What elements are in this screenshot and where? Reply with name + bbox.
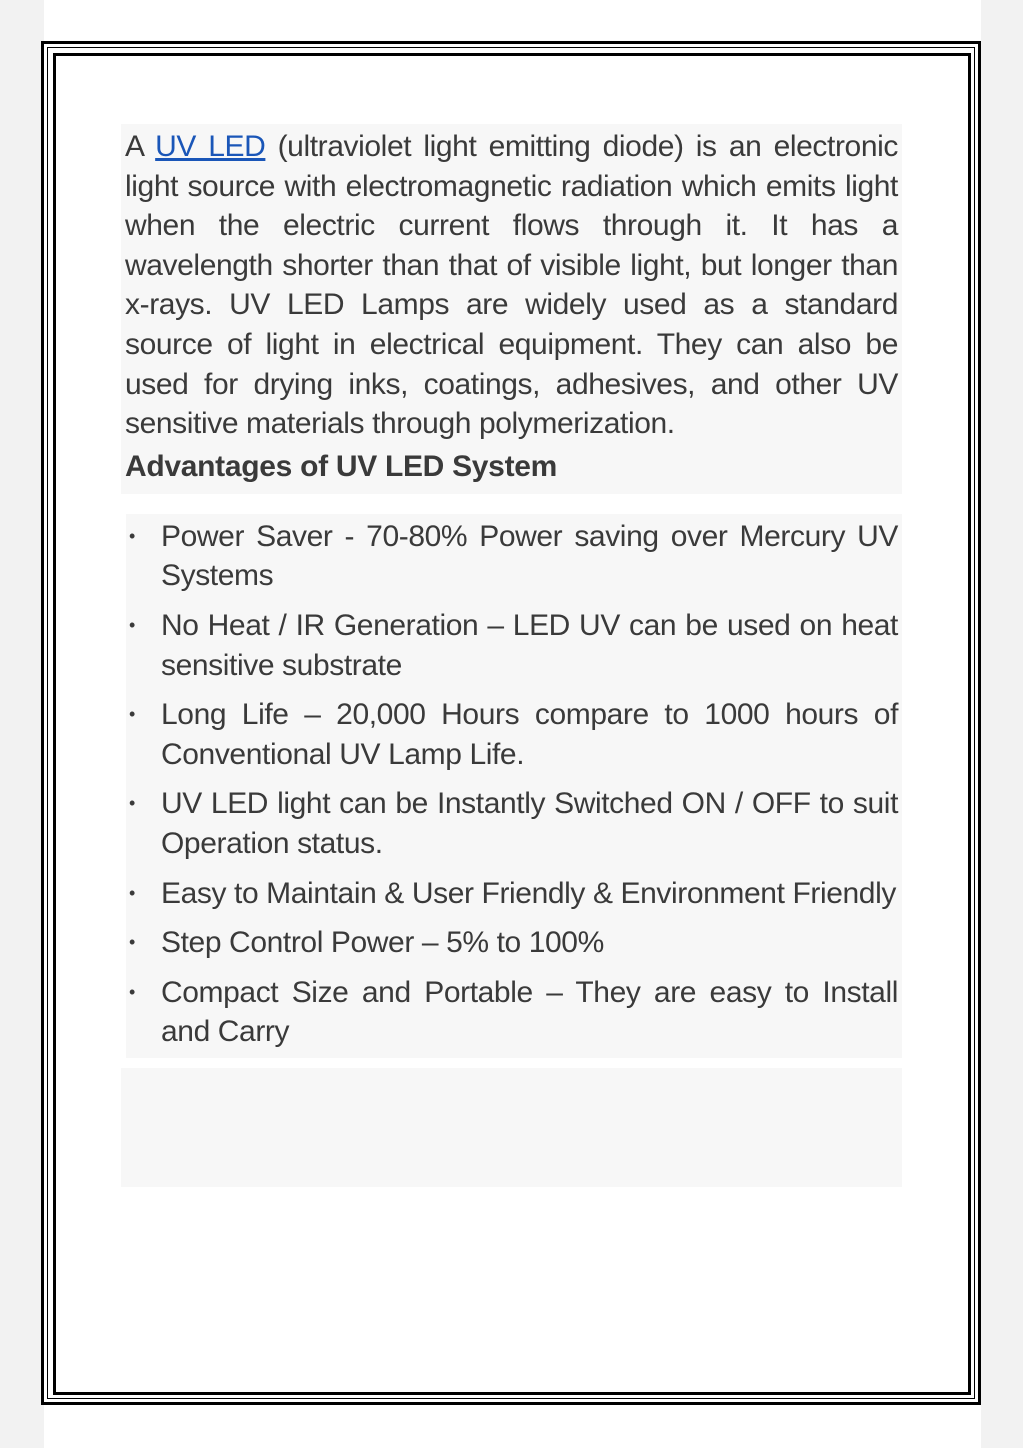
bullet-icon: •	[129, 932, 135, 953]
advantages-heading: Advantages of UV LED System	[125, 449, 558, 483]
bullet-icon: •	[129, 525, 135, 546]
list-item	[126, 517, 902, 596]
list-item	[126, 973, 902, 1052]
list-item	[126, 695, 902, 774]
blank-panel	[121, 1068, 902, 1187]
intro-text: (ultraviolet light emitting diode) is an electronic light source with electromagnetic radiation which emits light when the electric current flows through it. It has a wavelength shorter than that of visible light, but longer than x-rays. UV LED Lamps are widely used as a standard source of light in electrical equipment. They can also be used for drying inks, coatings, adhesives, and other UV sensitive materials through polymerization.	[125, 130, 898, 441]
document-content	[121, 124, 902, 1187]
list-item	[126, 784, 902, 863]
bullet-icon: •	[129, 793, 135, 814]
list-item	[126, 606, 902, 685]
bullet-icon: •	[129, 981, 135, 1002]
list-item	[126, 874, 902, 914]
intro-prefix: A	[125, 130, 156, 163]
intro-section	[121, 124, 902, 494]
advantage-text: Step Control Power – 5% to 100%	[161, 926, 604, 960]
intro-paragraph	[125, 127, 898, 444]
advantage-text: No Heat / IR Generation – LED UV can be used on heat sensitive substrate	[161, 608, 898, 682]
bullet-icon: •	[129, 704, 135, 725]
advantage-text: UV LED light can be Instantly Switched ON / OFF to suit Operation status.	[161, 787, 898, 860]
advantage-text: Easy to Maintain & User Friendly & Environment Friendly	[161, 876, 896, 910]
advantages-list	[126, 517, 902, 1052]
advantage-text: Power Saver - 70-80% Power saving over Mercury UV Systems	[161, 519, 898, 593]
bullet-icon: •	[129, 882, 135, 903]
advantage-text: Long Life – 20,000 Hours compare to 1000 hours of Conventional UV Lamp Life.	[161, 698, 898, 771]
list-item	[126, 923, 902, 963]
advantage-text: Compact Size and Portable – They are easy to Install and Carry	[161, 975, 898, 1049]
advantages-section	[126, 514, 902, 1058]
uv-led-link[interactable]: UV LED	[155, 130, 266, 163]
bullet-icon: •	[129, 614, 135, 635]
